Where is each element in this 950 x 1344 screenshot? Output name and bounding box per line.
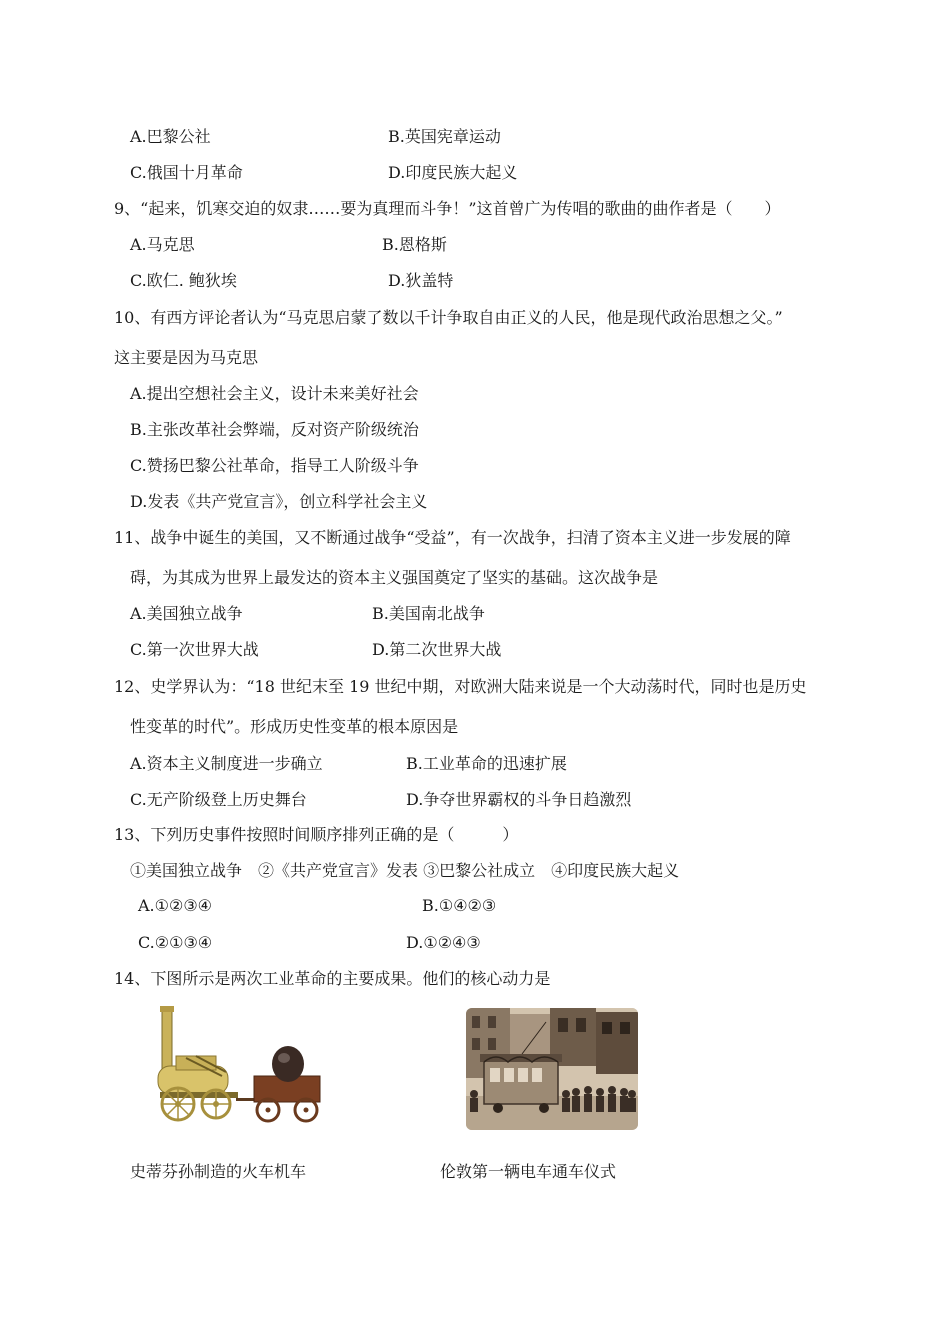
q13-option-b: B.①④②③	[422, 896, 497, 915]
q10-stem-line1: 10、有西方评论者认为“马克思启蒙了数以千计争取自由正义的人民，他是现代政治思想之父。”	[114, 308, 783, 327]
q9-option-d: D.狄盖特	[388, 271, 454, 290]
q10-option-b: B.主张改革社会弊端，反对资产阶级统治	[130, 420, 419, 439]
tram-caption: 伦敦第一辆电车通车仪式	[440, 1162, 617, 1181]
q9-option-b: B.恩格斯	[382, 235, 447, 254]
q11-option-c: C.第一次世界大战	[130, 640, 259, 659]
q8-option-d: D.印度民族大起义	[388, 163, 518, 182]
locomotive-caption: 史蒂芬孙制造的火车机车	[130, 1162, 307, 1181]
q13-option-d: D.①②④③	[406, 933, 481, 952]
q13-option-c: C.②①③④	[138, 933, 213, 952]
q14-stem: 14、下图所示是两次工业革命的主要成果。他们的核心动力是	[114, 969, 551, 988]
q8-option-c: C.俄国十月革命	[130, 163, 243, 182]
q12-stem-line1: 12、史学界认为：“18 世纪末至 19 世纪中期，对欧洲大陆来说是一个大动荡时代，同时也是历史	[114, 677, 807, 696]
q9-stem: 9、“起来，饥寒交迫的奴隶……要为真理而斗争！”这首曾广为传唱的歌曲的曲作者是（ ）	[114, 199, 781, 218]
q11-option-a: A.美国独立战争	[130, 604, 243, 623]
q12-option-a: A.资本主义制度进一步确立	[130, 754, 323, 773]
q11-option-d: D.第二次世界大战	[372, 640, 502, 659]
q13-events: ①美国独立战争 ②《共产党宣言》发表 ③巴黎公社成立 ④印度民族大起义	[130, 861, 680, 880]
q12-option-b: B.工业革命的迅速扩展	[406, 754, 567, 773]
q12-option-d: D.争夺世界霸权的斗争日趋激烈	[406, 790, 632, 809]
q10-option-d: D.发表《共产党宣言》，创立科学社会主义	[130, 492, 428, 511]
q12-stem-line2: 性变革的时代”。形成历史性变革的根本原因是	[130, 717, 459, 736]
q11-stem-line1: 11、战争中诞生的美国，又不断通过战争“受益”，有一次战争，扫清了资本主义进一步发展的障	[114, 528, 791, 547]
q11-option-b: B.美国南北战争	[372, 604, 485, 623]
q13-stem: 13、下列历史事件按照时间顺序排列正确的是（ ）	[114, 825, 519, 844]
q9-option-c: C.欧仁. 鲍狄埃	[130, 271, 237, 290]
q12-option-c: C.无产阶级登上历史舞台	[130, 790, 307, 809]
tram-ceremony-image	[466, 1008, 638, 1130]
q8-option-a: A.巴黎公社	[130, 127, 211, 146]
q10-option-a: A.提出空想社会主义，设计未来美好社会	[130, 384, 419, 403]
locomotive-image	[156, 1006, 324, 1124]
q8-option-b: B.英国宪章运动	[388, 127, 501, 146]
q13-option-a: A.①②③④	[138, 896, 213, 915]
q10-option-c: C.赞扬巴黎公社革命，指导工人阶级斗争	[130, 456, 419, 475]
q9-option-a: A.马克思	[130, 235, 195, 254]
q11-stem-line2: 碍，为其成为世界上最发达的资本主义强国奠定了坚实的基础。这次战争是	[130, 568, 659, 587]
q10-stem-line2: 这主要是因为马克思	[114, 348, 259, 367]
